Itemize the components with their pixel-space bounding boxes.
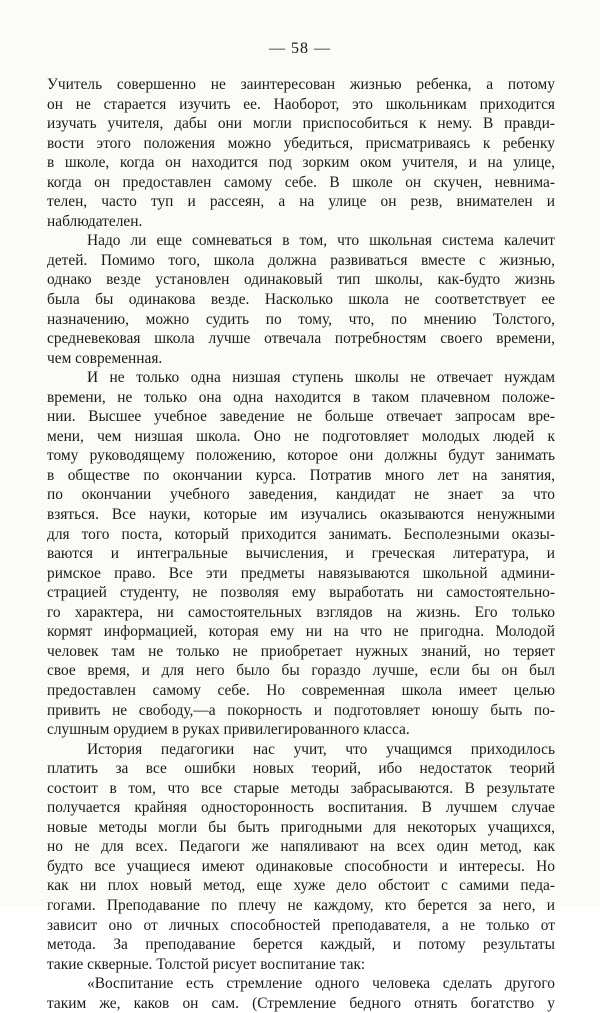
text-line: мени, чем низшая школа. Оно не подготовляет молодых людей к (47, 427, 555, 445)
text-line: была бы одинакова везде. Насколько школа не соответствует ее (47, 291, 555, 309)
text-line: Учитель совершенно не заинтересован жизнью ребенка, а потому (47, 76, 555, 93)
text-line: состоит в том, что все старые методы забрасываются. В результате (47, 779, 555, 797)
text-line: в школе, когда он находится под зорким оком учителя, и на улице, (47, 154, 555, 172)
text-line: телен, часто туп и рассеян, а на улице он резв, внимателен и (47, 193, 555, 211)
text-line: будто все учащиеся имеют одинаковые способности и интересы. Но (47, 857, 555, 875)
paragraph (47, 740, 555, 975)
text-line: гогами. Преподавание по плечу не каждому, кто берется за него, и (47, 896, 555, 914)
text-line: по окончании учебного заведения, кандидат не знает за что (47, 486, 555, 504)
text-line: зависит оно от личных способностей преподавателя, а не только от (47, 916, 555, 934)
text-line: тому руководящему положению, которое они должны будут занимать (47, 447, 555, 465)
text-line: средневековая школа лучше отвечала потребностям своего времени, (47, 330, 555, 348)
page-number: — 58 — (269, 40, 331, 57)
text-line: новые методы могли бы быть пригодными для некоторых учащихся, (47, 818, 555, 836)
text-line: ваются и интегральные вычисления, и греческая литература, и (47, 545, 555, 563)
text-line: человек там не только не приобретает нужных знаний, но теряет (47, 642, 555, 660)
text-line: привить не свободу,—а покорность и подготовляет юношу быть по- (47, 701, 555, 719)
text-line: «Воспитание есть стремление одного человека сделать другого (87, 975, 555, 993)
text-line: страцией студенту, не позволяя ему выработать ни самостоятельно- (47, 584, 555, 602)
text-line: получается крайняя односторонность воспитания. В лучшем случае (47, 799, 555, 817)
text-line: в обществе по окончании курса. Потратив много лет на занятия, (47, 466, 555, 484)
text-line: предоставлен самому себе. Но современная школа имеет целью (47, 681, 555, 699)
text-line: наблюдателен. (47, 212, 143, 230)
text-line: для того поста, который приходится занимать. Бесполезными оказы- (47, 525, 555, 543)
text-line: платить за все ошибки новых теорий, ибо недостаток теорий (47, 760, 555, 778)
text-line: го характера, ни самостоятельных взглядов на жизнь. Его только (47, 603, 555, 621)
text-line: вости этого положения можно убедиться, присматриваясь к ребенку (47, 134, 555, 152)
text-line: изучать учителя, дабы они могли приспособиться к нему. В правди- (47, 115, 555, 133)
text-line: История педагогики нас учит, что учащимся приходилось (87, 740, 555, 758)
text-line: он не старается изучить ее. Наоборот, это школьникам приходится (47, 95, 555, 113)
text-line: кормят информацией, которая ему ни на что не пригодна. Молодой (47, 623, 555, 641)
text-line: однако везде установлен одинаковый тип школы, как-будто жизнь (47, 271, 555, 289)
text-line: назначению, можно судить по тому, что, по мнению Толстого, (47, 310, 555, 328)
text-line: чем современная. (47, 349, 163, 367)
text-line: И не только одна низшая ступень школы не отвечает нуждам (87, 369, 555, 387)
text-line: римское право. Все эти предметы навязываются школьной админи- (47, 564, 555, 582)
text-line: такие скверные. Толстой рисует воспитание так: (47, 955, 366, 973)
body-text (47, 75, 555, 1013)
text-line: но не для всех. Педагоги же напяливают на всех один метод, как (47, 838, 555, 856)
text-line: метода. За преподавание берется каждый, и потому результаты (47, 936, 555, 954)
text-line: как ни плох новый метод, еще хуже дело обстоит с самими педа- (47, 877, 555, 895)
paragraph (47, 368, 555, 739)
text-line: нии. Высшее учебное заведение не больше отвечает запросам вре- (47, 408, 555, 426)
text-line: слушным орудием в руках привилегированного класса. (47, 721, 410, 739)
paragraph (47, 75, 555, 231)
paragraph (47, 974, 555, 1013)
text-line: таким же, каков он сам. (Стремление бедного отнять богатство у (47, 994, 555, 1012)
text-line: когда он предоставлен самому себе. В школе он скучен, невнима- (47, 173, 555, 191)
text-line: взяться. Все науки, которые им изучались оказываются ненужными (47, 506, 555, 524)
text-line: Надо ли еще сомневаться в том, что школьная система калечит (87, 232, 555, 250)
text-line: свое время, и для него было бы гораздо лучше, если бы он был (47, 662, 555, 680)
text-line: времени, не только она одна находится в таком плачевном положе- (47, 388, 555, 406)
paragraph (47, 231, 555, 368)
text-line: детей. Помимо того, школа должна развиваться вместе с жизнью, (47, 251, 555, 269)
